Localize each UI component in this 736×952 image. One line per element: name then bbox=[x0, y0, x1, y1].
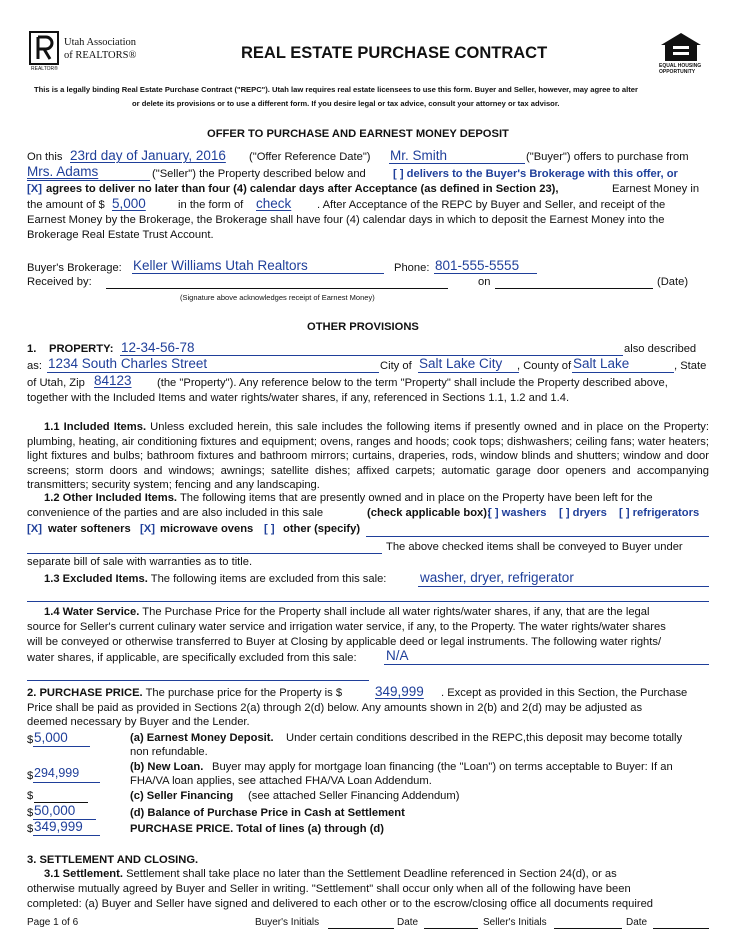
seller-tag: ("Seller") the Property described below and bbox=[152, 168, 366, 180]
section-1-4-line4: water shares, if applicable, are specifically excluded from this sale: bbox=[27, 652, 357, 664]
realtor-mark: REALTOR® bbox=[31, 66, 58, 72]
offer-heading: OFFER TO PURCHASE AND EARNEST MONEY DEPOSIT bbox=[207, 128, 509, 140]
microwave-label: microwave ovens bbox=[160, 523, 254, 535]
conveyed-text: The above checked items shall be conveyed to Buyer under bbox=[386, 541, 683, 553]
d-amount-field[interactable]: 50,000 bbox=[34, 803, 76, 818]
realtor-r-icon bbox=[29, 31, 59, 65]
buyer-date-label: Date bbox=[397, 917, 419, 928]
city-field[interactable]: Salt Lake City bbox=[419, 356, 503, 371]
parcel-field[interactable]: 12-34-56-78 bbox=[121, 340, 195, 355]
b-amount-field[interactable]: 294,999 bbox=[34, 766, 80, 780]
zip-field[interactable]: 84123 bbox=[94, 373, 132, 388]
b-dollar: $ bbox=[27, 770, 34, 782]
refrigerators-checkbox[interactable]: [ ] refrigerators bbox=[619, 507, 700, 519]
amount-of-label: the amount of $ bbox=[27, 199, 105, 211]
provisions-heading: OTHER PROVISIONS bbox=[307, 321, 419, 333]
page-title: REAL ESTATE PURCHASE CONTRACT bbox=[241, 44, 548, 62]
a-dollar: $ bbox=[27, 734, 34, 746]
section1-line3: together with the Included Items and water rights/water shares, if any, referenced in Sections 1.1, 1.2 and 1.4. bbox=[27, 392, 570, 404]
water-excluded-field[interactable]: N/A bbox=[386, 648, 409, 663]
on-this-label: On this bbox=[27, 151, 63, 163]
section-3-1-label: 3.1 Settlement. bbox=[44, 868, 123, 880]
purchase-price-tail: . Except as provided in this Section, the Purchase bbox=[441, 687, 688, 699]
section-3-heading bbox=[27, 854, 198, 866]
section-1-3-label: 1.3 Excluded Items. bbox=[44, 573, 148, 585]
section-3-1-text: Settlement shall take place no later than the Settlement Deadline referenced in Section 24(d), or as bbox=[126, 868, 617, 880]
water-excluded-line2[interactable] bbox=[27, 680, 369, 681]
section-1-4-line3: will be conveyed or otherwise transferred to Buyer at Closing by applicable deed or legal instruments. The following water rights/ bbox=[27, 636, 662, 648]
seller-initials-line[interactable] bbox=[554, 928, 622, 929]
city-label: City of bbox=[380, 360, 412, 372]
microwave-checkbox[interactable]: [X] bbox=[140, 523, 155, 535]
page-number: Page 1 of 6 bbox=[27, 917, 79, 928]
water-softeners-label: water softeners bbox=[48, 523, 131, 535]
other-specify-line[interactable] bbox=[366, 536, 709, 537]
section-1-2-label: 1.2 Other Included Items. bbox=[44, 492, 178, 504]
section-1-3 bbox=[44, 573, 386, 585]
county-field[interactable]: Salt Lake bbox=[573, 356, 630, 371]
washers-checkbox[interactable]: [ ] washers bbox=[488, 507, 547, 519]
seller-financing-text: (see attached Seller Financing Addendum) bbox=[248, 790, 460, 802]
seller-initials-label: Seller's Initials bbox=[483, 917, 547, 928]
earnest-money-deposit-text: Under certain conditions described in the REPC,this deposit may become totally bbox=[286, 732, 683, 744]
buyer-name-field[interactable]: Mr. Smith bbox=[390, 148, 448, 163]
section-1-2-line2: convenience of the parties and are also included in this sale bbox=[27, 507, 324, 519]
purchase-price-label: PURCHASE PRICE. bbox=[39, 687, 143, 699]
excluded-items-line2[interactable] bbox=[27, 601, 709, 602]
phone-field[interactable]: 801-555-5555 bbox=[435, 258, 520, 273]
section-1-1-text: Unless excluded herein, this sale includes the following items if presently owned and in place on the Property: plumbing, heating, air conditioning fixtures and equipment; ovens, ranges and hoods; cook tops; dishwashers; ceiling fans; water heaters; light fixtures and bulbs; bathroom fixtures and bathroom mirrors; curtains, draperies, rods, window blinds and shutters; window and door screens; storm doors and windows; awnings; satellite dishes; affixed carpets; automatic garage door openers and accompanying transmitters; security system; fencing and any landscaping. bbox=[27, 421, 710, 492]
earnest-money-deposit-text2: non refundable. bbox=[130, 746, 208, 758]
section-1-4-line1 bbox=[44, 606, 649, 618]
total-amount-field[interactable]: 349,999 bbox=[34, 819, 83, 834]
purchase-price-intro: The purchase price for the Property is $ bbox=[145, 687, 343, 699]
assoc-name-line1: Utah Association bbox=[64, 37, 137, 48]
excluded-items-field[interactable]: washer, dryer, refrigerator bbox=[420, 570, 574, 585]
county-label: , County of bbox=[517, 360, 572, 372]
bill-of-sale-text: separate bill of sale with warranties as to title. bbox=[27, 556, 253, 568]
section-2-number: 2. bbox=[27, 687, 37, 699]
check-applicable: (check applicable box): bbox=[367, 507, 491, 519]
after-acceptance-text: . After Acceptance of the REPC by Buyer and Seller, and receipt of the bbox=[317, 199, 666, 211]
water-softeners-checkbox[interactable]: [X] bbox=[27, 523, 42, 535]
received-by-label: Received by: bbox=[27, 276, 92, 288]
buyer-initials-line[interactable] bbox=[328, 928, 394, 929]
on-label: on bbox=[478, 276, 491, 288]
c-dollar: $ bbox=[27, 790, 34, 802]
seller-date-line[interactable] bbox=[653, 928, 709, 929]
section-1-4-text: The Purchase Price for the Property shall include all water rights/water shares, if any, that are the legal bbox=[142, 606, 650, 618]
total-price-field[interactable]: 349,999 bbox=[375, 684, 424, 699]
section-1-4-label: 1.4 Water Service. bbox=[44, 606, 140, 618]
also-described: also described bbox=[624, 343, 697, 355]
assoc-name-line2: of REALTORS® bbox=[64, 50, 137, 61]
total-price-label: PURCHASE PRICE. Total of lines (a) through (d) bbox=[130, 823, 384, 835]
d-dollar: $ bbox=[27, 807, 34, 819]
section-2-line1 bbox=[27, 687, 342, 699]
eho-line2: OPPORTUNITY bbox=[659, 69, 696, 75]
section-2-line2: Price shall be paid as provided in Sections 2(a) through 2(d) below. Any amounts shown in 2(b) and 2(d) may be adjusted as bbox=[27, 702, 643, 714]
buyer-tag: ("Buyer") offers to purchase from bbox=[526, 151, 689, 163]
section-3-1-line3: completed: (a) Buyer and Seller have signed and delivered to each other or to the escrow/closing office all documents required bbox=[27, 898, 654, 910]
section-3-1-line1 bbox=[44, 868, 617, 880]
section-3-number: 3. bbox=[27, 854, 37, 866]
offer-ref-label: ("Offer Reference Date") bbox=[249, 151, 371, 163]
notice-line2: or delete its provisions or to use a different form. If you desire legal or tax advice, consult your attorney or tax advisor. bbox=[132, 99, 560, 108]
new-loan-text2: FHA/VA loan applies, see attached FHA/VA Loan Addendum. bbox=[130, 775, 432, 787]
new-loan-label: (b) New Loan. bbox=[130, 761, 204, 773]
eho-line1: EQUAL HOUSING bbox=[659, 63, 702, 69]
equal-housing-icon bbox=[657, 31, 705, 63]
section-1-1 bbox=[27, 420, 709, 493]
deliver-later-checkbox[interactable]: [X] bbox=[27, 183, 42, 195]
section-3-1-line2: otherwise mutually agreed by Buyer and Seller in writing. "Settlement" shall occur only when all of the following have been bbox=[27, 883, 631, 895]
phone-label: Phone: bbox=[394, 262, 430, 274]
offer-line4: Earnest Money by the Brokerage, the Brokerage shall have four (4) calendar days in which to deposit the Earnest Money into the bbox=[27, 214, 665, 226]
other-checkbox[interactable]: [ ] bbox=[264, 523, 275, 535]
section-1-4-line2: source for Seller's current culinary water service and irrigation water service, if any, to the Property. The water rights/water shares bbox=[27, 621, 666, 633]
state-label: , State bbox=[674, 360, 707, 372]
signature-note: (Signature above acknowledges receipt of Earnest Money) bbox=[180, 293, 375, 302]
settlement-label: SETTLEMENT AND CLOSING. bbox=[39, 854, 199, 866]
a-amount-field[interactable]: 5,000 bbox=[34, 730, 68, 745]
e-dollar: $ bbox=[27, 823, 34, 835]
received-date-line[interactable] bbox=[495, 288, 653, 289]
section1-number: 1. bbox=[27, 343, 37, 355]
earnest-money-in: Earnest Money in bbox=[612, 183, 700, 195]
section-1-2-line1 bbox=[44, 492, 653, 504]
dryers-checkbox[interactable]: [ ] dryers bbox=[559, 507, 607, 519]
the-property-text: (the "Property"). Any reference below to the term "Property" shall include the Property described above, bbox=[157, 377, 668, 389]
realtor-logo bbox=[29, 31, 59, 65]
seller-financing-label: (c) Seller Financing bbox=[130, 790, 234, 802]
street-field[interactable]: 1234 South Charles Street bbox=[48, 356, 208, 371]
property-label: PROPERTY: bbox=[49, 343, 114, 355]
offer-line5: Brokerage Real Estate Trust Account. bbox=[27, 229, 214, 241]
brokerage-label: Buyer's Brokerage: bbox=[27, 262, 122, 274]
seller-date-label: Date bbox=[626, 917, 648, 928]
earnest-amount-field[interactable]: 5,000 bbox=[112, 196, 146, 211]
section-2-line3: deemed necessary by Buyer and the Lender. bbox=[27, 716, 250, 728]
section-1-2-text: The following items that are presently owned and in place on the Property have been left for the bbox=[179, 492, 653, 504]
other-specify-line2[interactable] bbox=[27, 553, 382, 554]
deliver-later-text: agrees to deliver no later than four (4) calendar days after Acceptance (as defined in Section 23), bbox=[46, 183, 559, 195]
received-signature-line[interactable] bbox=[106, 288, 448, 289]
brokerage-field[interactable]: Keller Williams Utah Realtors bbox=[133, 258, 308, 273]
notice-line1: This is a legally binding Real Estate Purchase Contract ("REPC"). Utah law requires real estate licensees to use this form. Buyer and Seller, however, may agree to alter bbox=[34, 85, 638, 94]
offer-date-field[interactable]: 23rd day of January, 2016 bbox=[70, 148, 226, 163]
utah-zip-label: of Utah, Zip bbox=[27, 377, 85, 389]
other-label: other (specify) bbox=[283, 523, 361, 535]
earnest-form-field[interactable]: check bbox=[256, 196, 292, 211]
buyer-date-line[interactable] bbox=[424, 928, 478, 929]
equal-housing-logo bbox=[657, 31, 705, 75]
date-label: (Date) bbox=[657, 276, 689, 288]
earnest-money-deposit-label: (a) Earnest Money Deposit. bbox=[130, 732, 274, 744]
seller-name-field[interactable]: Mrs. Adams bbox=[27, 164, 99, 179]
balance-cash-label: (d) Balance of Purchase Price in Cash at Settlement bbox=[130, 807, 405, 819]
form-of-label: in the form of bbox=[178, 199, 244, 211]
deliver-with-offer-checkbox[interactable]: [ ] delivers to the Buyer's Brokerage with this offer, or bbox=[393, 168, 678, 180]
new-loan-text: Buyer may apply for mortgage loan financing (the "Loan") on terms acceptable to Buyer: If an bbox=[212, 761, 673, 773]
as-label: as: bbox=[27, 360, 42, 372]
section-1-3-text: The following items are excluded from this sale: bbox=[150, 573, 387, 585]
section-1-1-label: 1.1 Included Items. bbox=[44, 421, 147, 433]
buyer-initials-label: Buyer's Initials bbox=[255, 917, 320, 928]
